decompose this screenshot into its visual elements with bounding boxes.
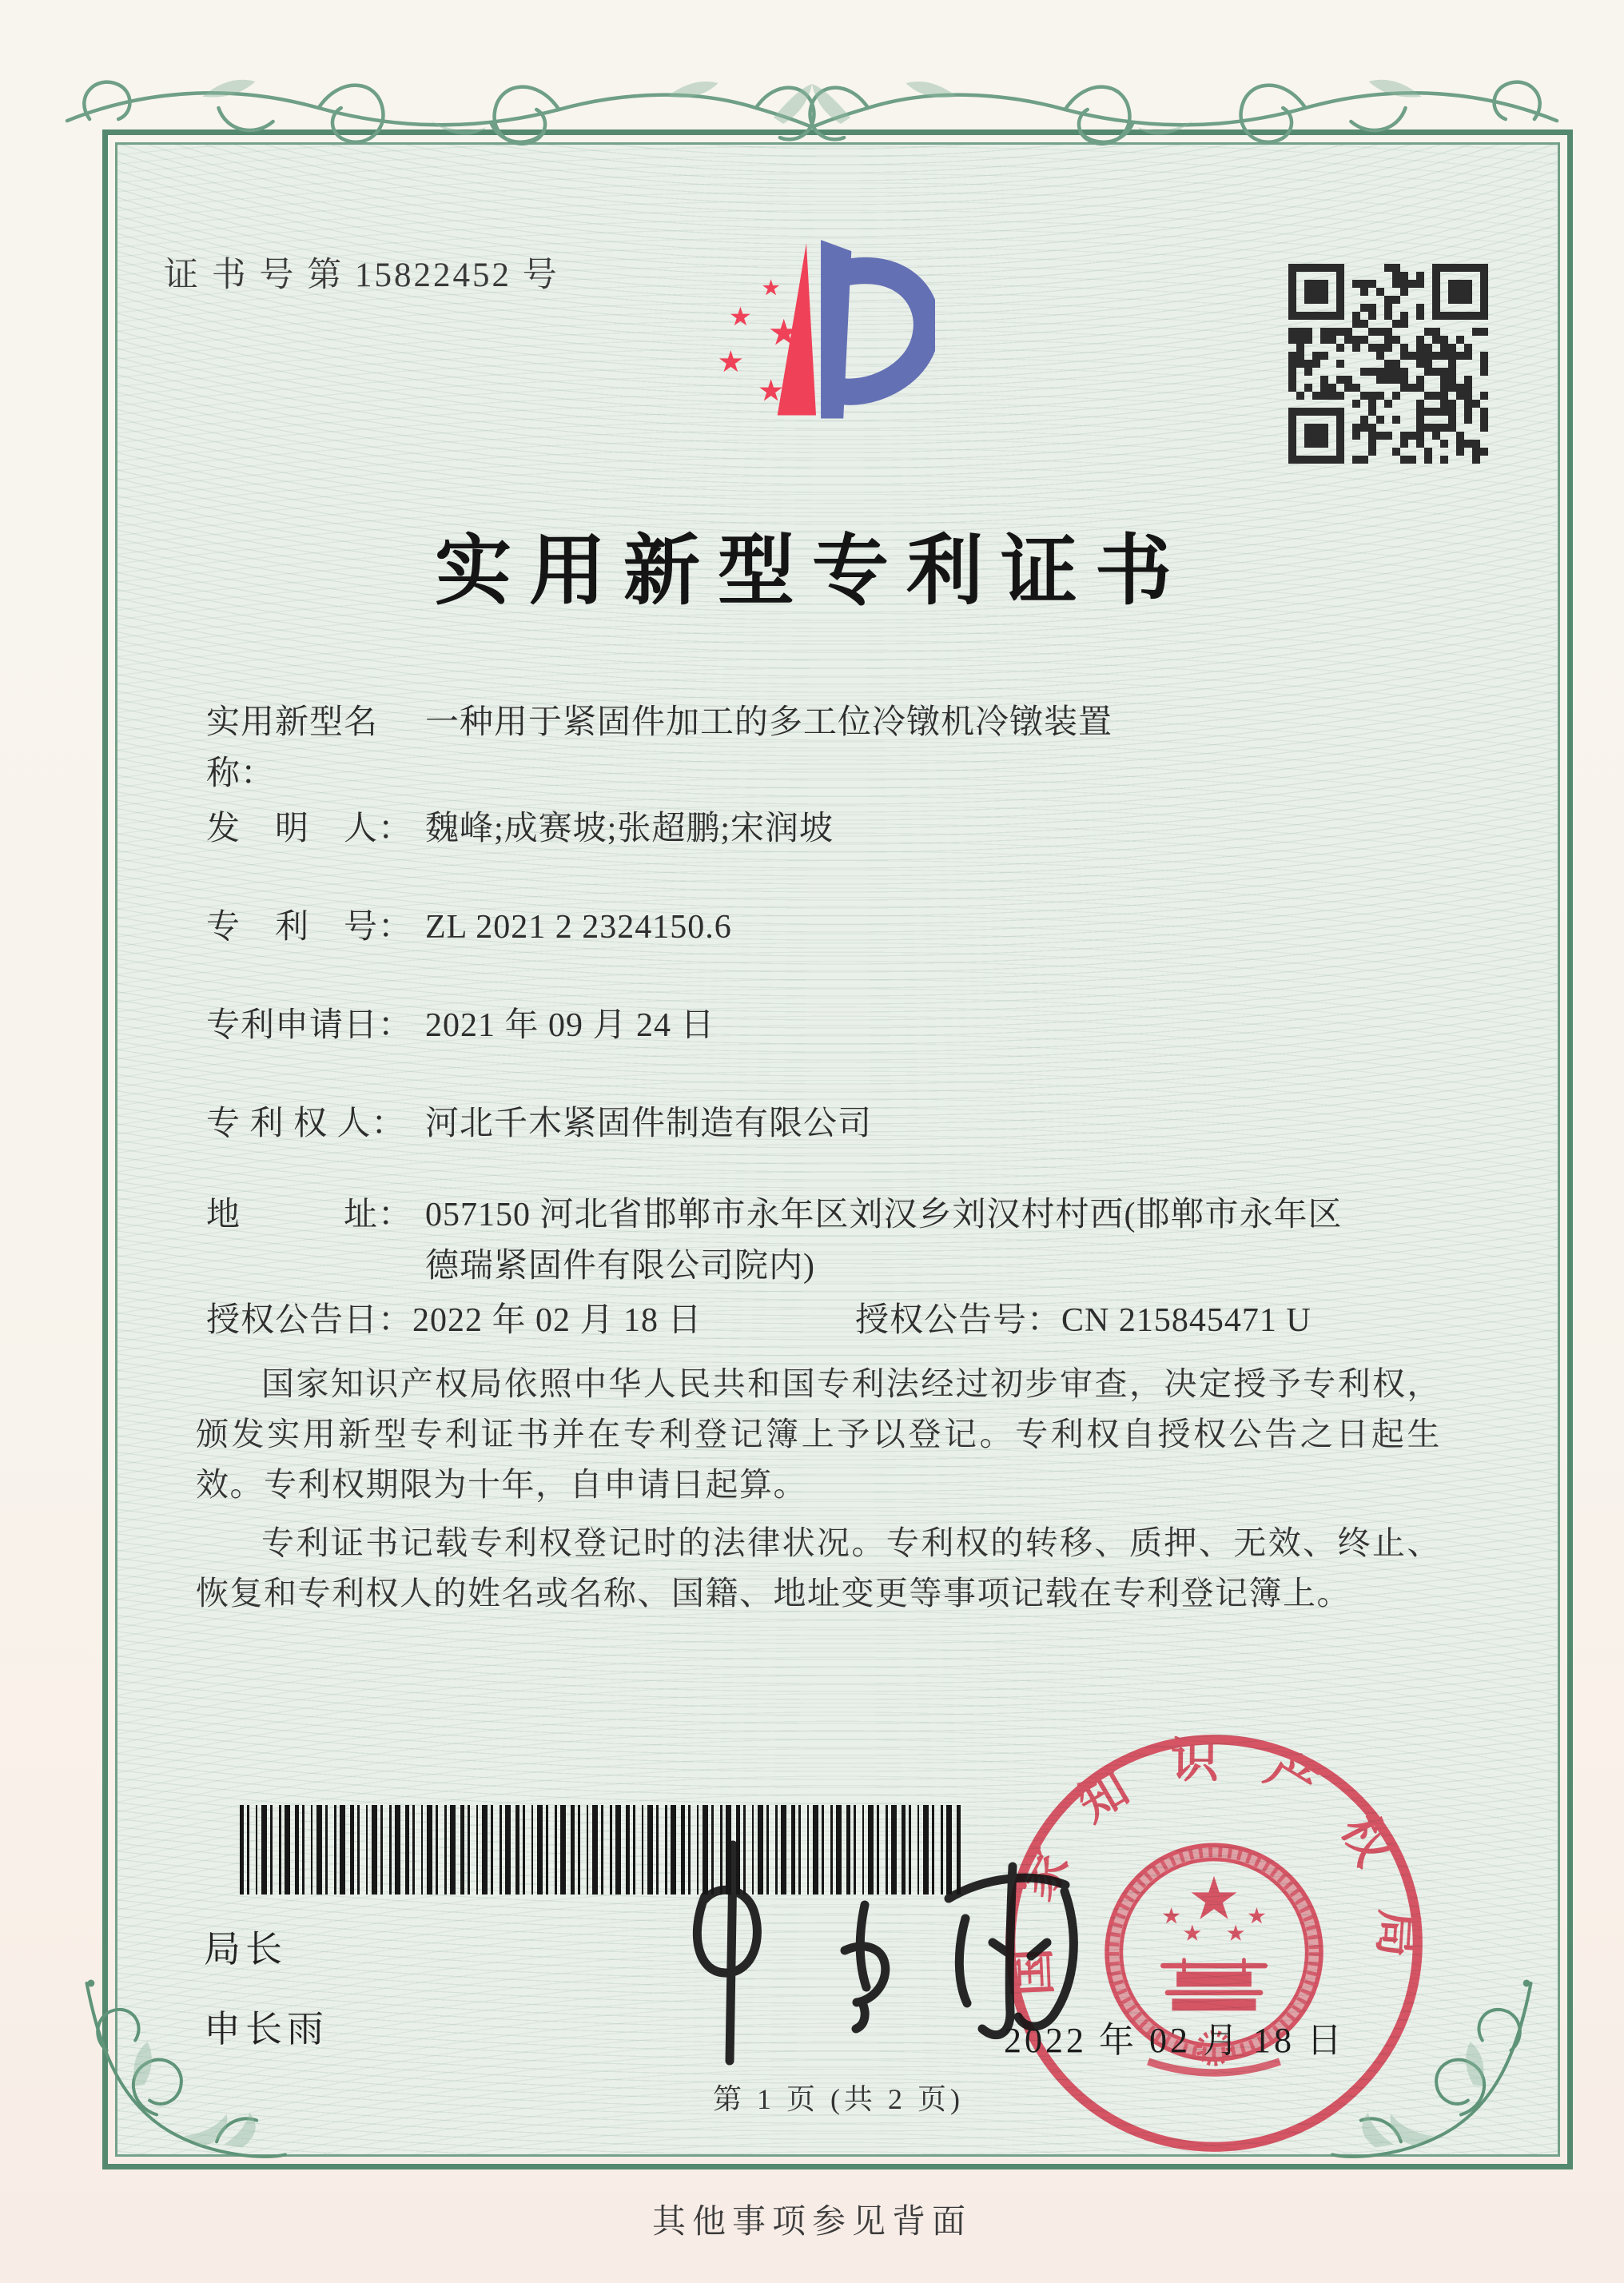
certificate-number: 证 书 号 第 15822452 号 — [164, 257, 559, 294]
director-title: 局长 — [204, 1929, 287, 1970]
field-label: 地 址： — [206, 1197, 413, 1233]
legal-paragraphs — [196, 1359, 1441, 1627]
field-label: 实用新型名称： — [206, 704, 379, 792]
field-value: 一种用于紧固件加工的多工位冷镦机冷镦装置 — [425, 704, 1113, 741]
grant-date-row — [206, 1293, 703, 1341]
field-row-address — [206, 1189, 1443, 1292]
field-row-filing-date — [206, 1000, 1443, 1051]
field-row-patent-number — [206, 902, 1443, 953]
grant-number-value: CN 215845471 U — [1061, 1302, 1312, 1339]
field-label: 专 利 权 人： — [206, 1106, 406, 1142]
grant-number-row — [855, 1293, 1312, 1341]
seal-arc-text: 国家知识产权局 — [1003, 1734, 1425, 2002]
logo-p-bowl — [837, 270, 926, 392]
qr-code — [1288, 264, 1488, 464]
field-label: 专 利 号： — [206, 909, 413, 946]
field-value: ZL 2021 2 2324150.6 — [425, 909, 732, 946]
field-row-inventors — [206, 803, 1443, 855]
grant-number-label: 授权公告号： — [855, 1302, 1062, 1339]
field-value: 河北千木紧固件制造有限公司 — [425, 1106, 873, 1142]
field-row-patentee — [206, 1098, 1443, 1149]
legal-paragraph-2: 专利证书记载专利权登记时的法律状况。专利权的转移、质押、无效、终止、恢复和专利权人的姓名或名称、国籍、地址变更等事项记载在专利登记簿上。 — [196, 1524, 1441, 1612]
legal-paragraph-1: 国家知识产权局依照中华人民共和国专利法经过初步审查，决定授予专利权，颁发实用新型专利证书并在专利登记簿上予以登记。专利权自授权公告之日起生效。专利权期限为十年，自申请日起算。 — [196, 1365, 1441, 1503]
back-note: 其他事项参见背面 — [651, 2204, 972, 2241]
corner-flourish-left — [77, 1960, 291, 2181]
field-value: 2021 年 09 月 24 日 — [425, 1007, 715, 1044]
field-value: 057150 河北省邯郸市永年区刘汉乡刘汉村村西(邯郸市永年区德瑞紧固件有限公司院内) — [425, 1197, 1343, 1285]
director-name: 申长雨 — [204, 2009, 328, 2050]
field-row-name — [206, 697, 1443, 799]
cnipa-logo — [694, 232, 935, 473]
grant-date-label: 授权公告日： — [206, 1302, 413, 1339]
field-label: 发 明 人： — [206, 811, 413, 847]
grant-date-value: 2022 年 02 月 18 日 — [412, 1302, 703, 1339]
page-number: 第 1 页 (共 2 页) — [713, 2083, 964, 2115]
top-scroll-ornament — [54, 40, 1570, 166]
seal-date: 2022 年 02 月 18 日 — [1004, 2021, 1345, 2060]
certificate-title: 实用新型专利证书 — [435, 528, 1189, 614]
field-label: 专利申请日： — [206, 1007, 413, 1044]
field-value: 魏峰;成赛坡;张超鹏;宋润坡 — [425, 811, 834, 847]
